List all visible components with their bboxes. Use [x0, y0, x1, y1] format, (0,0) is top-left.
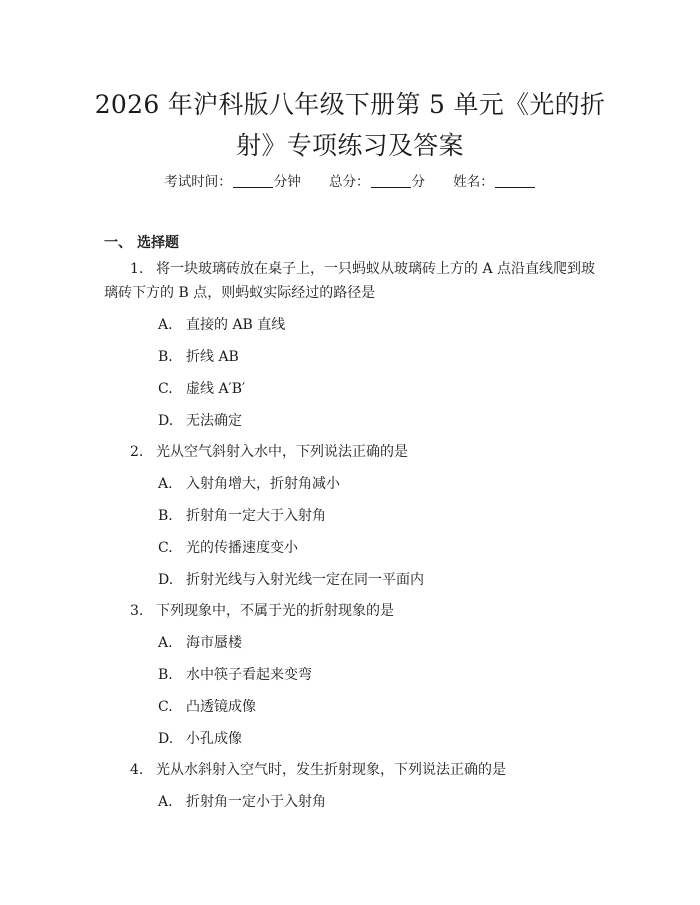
option-text: 光的传播速度变小 — [186, 540, 298, 556]
question-4-option-a — [158, 791, 326, 811]
option-text: 虚线 A′B′ — [186, 381, 246, 397]
question-3-option-b — [158, 664, 312, 684]
question-text: 光从空气斜射入水中，下列说法正确的是 — [156, 444, 408, 460]
student-name-label: 姓名： — [453, 174, 494, 190]
question-2-option-b — [158, 505, 326, 525]
question-1-option-a — [158, 314, 285, 334]
title-line-1: 2026 年沪科版八年级下册第 5 单元《光的折 — [94, 90, 606, 119]
question-number: 4. — [130, 762, 144, 778]
question-text: 将一块玻璃砖放在桌子上，一只蚂蚁从玻璃砖上方的 A 点沿直线爬到玻璃砖下方的 B 点，则蚂蚁实际经过的路径是 — [104, 261, 596, 301]
option-letter: A. — [158, 317, 173, 333]
option-text: 折线 AB — [186, 349, 239, 365]
option-text: 入射角增大，折射角减小 — [186, 476, 340, 492]
option-letter: D. — [158, 572, 174, 588]
student-name-field — [453, 170, 536, 190]
question-4 — [104, 758, 601, 782]
option-letter: A. — [158, 635, 173, 651]
section-heading — [104, 232, 179, 252]
option-letter: D. — [158, 413, 174, 429]
question-text: 光从水斜射入空气时，发生折射现象，下列说法正确的是 — [156, 762, 506, 778]
exam-time-label: 考试时间： — [164, 174, 232, 190]
exam-info-row — [0, 170, 700, 190]
option-text: 折射角一定大于入射角 — [186, 508, 326, 524]
question-1 — [104, 257, 601, 305]
option-text: 海市蜃楼 — [186, 635, 242, 651]
question-number: 2. — [130, 444, 144, 460]
section-number: 一、 — [104, 235, 132, 251]
question-stem — [104, 599, 601, 623]
question-1-option-b — [158, 346, 239, 366]
student-name-blank — [495, 175, 535, 188]
exam-time-field — [164, 170, 301, 190]
option-text: 折射角一定小于入射角 — [186, 794, 326, 810]
option-text: 凸透镜成像 — [186, 699, 256, 715]
total-score-field — [329, 170, 425, 190]
option-letter: B. — [158, 508, 173, 524]
option-text: 无法确定 — [186, 413, 242, 429]
option-text: 水中筷子看起来变弯 — [186, 667, 312, 683]
question-2 — [104, 440, 601, 464]
page-title — [0, 84, 700, 166]
option-letter: A. — [158, 794, 173, 810]
exam-time-blank — [233, 175, 273, 188]
section-title: 选择题 — [137, 235, 179, 251]
question-number: 3. — [130, 603, 144, 619]
question-stem — [104, 257, 601, 305]
question-3-option-a — [158, 632, 242, 652]
question-stem — [104, 440, 601, 464]
question-stem — [104, 758, 601, 782]
question-text: 下列现象中，不属于光的折射现象的是 — [156, 603, 394, 619]
total-score-blank — [371, 175, 411, 188]
option-letter: C. — [158, 381, 173, 397]
question-3 — [104, 599, 601, 623]
question-3-option-c — [158, 696, 256, 716]
option-letter: C. — [158, 699, 173, 715]
question-1-option-c — [158, 378, 245, 398]
option-letter: D. — [158, 731, 174, 747]
total-score-label: 总分： — [329, 174, 370, 190]
option-text: 小孔成像 — [186, 731, 242, 747]
question-2-option-d — [158, 569, 424, 589]
option-letter: B. — [158, 667, 173, 683]
question-2-option-c — [158, 537, 298, 557]
question-2-option-a — [158, 473, 340, 493]
option-letter: A. — [158, 476, 173, 492]
option-text: 折射光线与入射光线一定在同一平面内 — [186, 572, 424, 588]
option-letter: C. — [158, 540, 173, 556]
total-score-unit: 分 — [411, 174, 425, 190]
question-1-option-d — [158, 410, 242, 430]
option-letter: B. — [158, 349, 173, 365]
option-text: 直接的 AB 直线 — [186, 317, 286, 333]
title-line-2: 射》专项练习及答案 — [236, 131, 464, 160]
exam-time-unit: 分钟 — [273, 174, 301, 190]
question-3-option-d — [158, 728, 242, 748]
question-number: 1. — [130, 261, 144, 277]
